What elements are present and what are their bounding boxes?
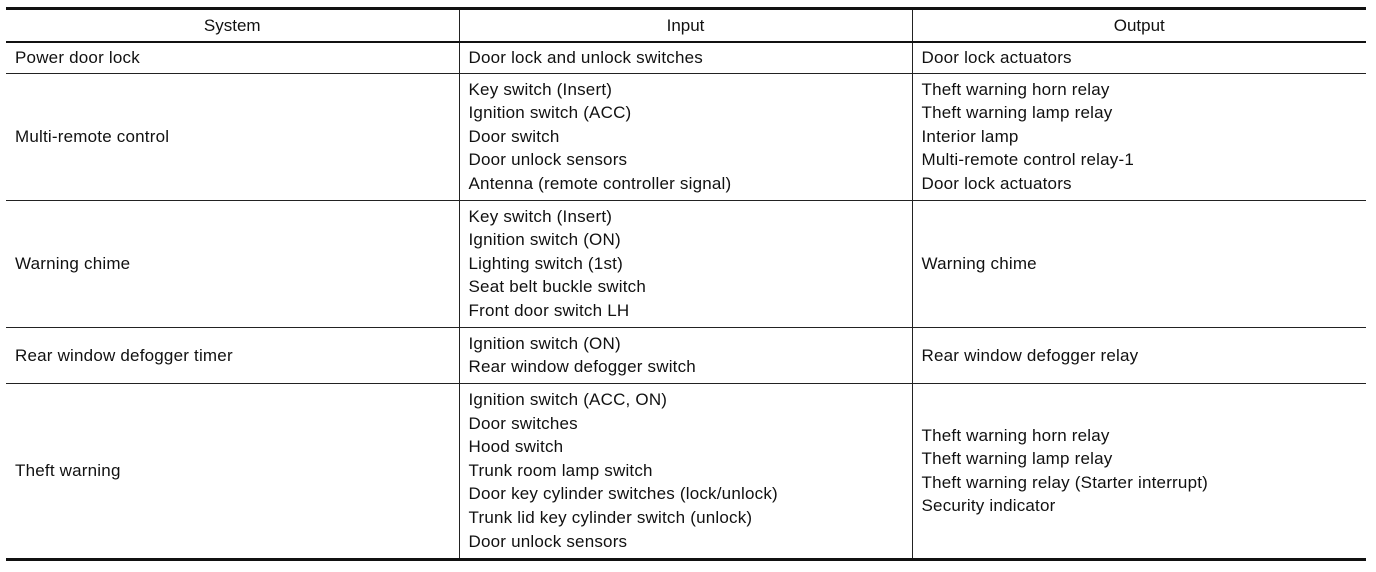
input-item: Door key cylinder switches (lock/unlock) [468, 484, 778, 504]
input-cell [459, 327, 912, 383]
input-item: Seat belt buckle switch [468, 277, 647, 297]
input-item: Ignition switch (ACC) [468, 103, 632, 123]
output-cell [912, 42, 1366, 73]
input-item: Antenna (remote controller signal) [468, 173, 732, 193]
output-item: Security indicator [921, 496, 1056, 516]
header-row [6, 9, 1366, 43]
input-item: Lighting switch (1st) [468, 253, 623, 273]
table-row [6, 383, 1366, 559]
output-cell [912, 383, 1366, 559]
system-cell [6, 73, 459, 200]
input-item: Ignition switch (ON) [468, 333, 621, 353]
header-output: Output [912, 9, 1366, 43]
system-cell [6, 200, 459, 327]
system-cell [6, 327, 459, 383]
output-item: Multi-remote control relay-1 [921, 150, 1134, 170]
system-cell [6, 383, 459, 559]
table-body [6, 42, 1366, 559]
table-row [6, 73, 1366, 200]
system-name: Multi-remote control [15, 127, 170, 146]
system-io-table-container [6, 7, 1366, 561]
input-item: Key switch (Insert) [468, 79, 613, 99]
system-cell [6, 42, 459, 73]
system-name: Power door lock [15, 48, 140, 68]
output-cell [912, 200, 1366, 327]
system-name: Rear window defogger timer [15, 345, 233, 365]
input-item: Ignition switch (ACC, ON) [468, 390, 668, 410]
output-item: Rear window defogger relay [921, 345, 1139, 365]
input-item: Door unlock sensors [468, 531, 628, 551]
system-name: Theft warning [15, 461, 121, 481]
output-item: Door lock actuators [921, 173, 1072, 193]
input-item: Door lock and unlock switches [468, 48, 703, 68]
input-cell [459, 383, 912, 559]
header-input: Input [459, 9, 912, 43]
table-row [6, 200, 1366, 327]
system-io-table [6, 7, 1366, 561]
output-item: Theft warning relay (Starter interrupt) [921, 472, 1209, 492]
input-cell [459, 73, 912, 200]
input-item: Front door switch LH [468, 300, 630, 320]
input-item: Key switch (Insert) [468, 206, 613, 226]
header-system: System [6, 9, 459, 43]
output-item: Theft warning lamp relay [921, 449, 1113, 469]
output-item: Interior lamp [921, 126, 1019, 146]
input-item: Door unlock sensors [468, 150, 628, 170]
input-item: Hood switch [468, 437, 564, 457]
output-item: Theft warning horn relay [921, 79, 1110, 99]
output-cell [912, 327, 1366, 383]
output-cell [912, 73, 1366, 200]
output-item: Warning chime [921, 254, 1037, 273]
input-item: Ignition switch (ON) [468, 230, 621, 250]
input-item: Door switch [468, 126, 560, 146]
input-cell [459, 42, 912, 73]
output-item: Theft warning horn relay [921, 425, 1110, 445]
output-item: Theft warning lamp relay [921, 103, 1113, 123]
input-item: Door switches [468, 413, 578, 433]
input-item: Trunk room lamp switch [468, 460, 653, 480]
input-item: Rear window defogger switch [468, 357, 696, 377]
system-name: Warning chime [15, 254, 131, 273]
input-item: Trunk lid key cylinder switch (unlock) [468, 508, 753, 528]
input-cell [459, 200, 912, 327]
table-header [6, 9, 1366, 43]
table-row [6, 327, 1366, 383]
table-row [6, 42, 1366, 73]
output-item: Door lock actuators [921, 48, 1072, 68]
